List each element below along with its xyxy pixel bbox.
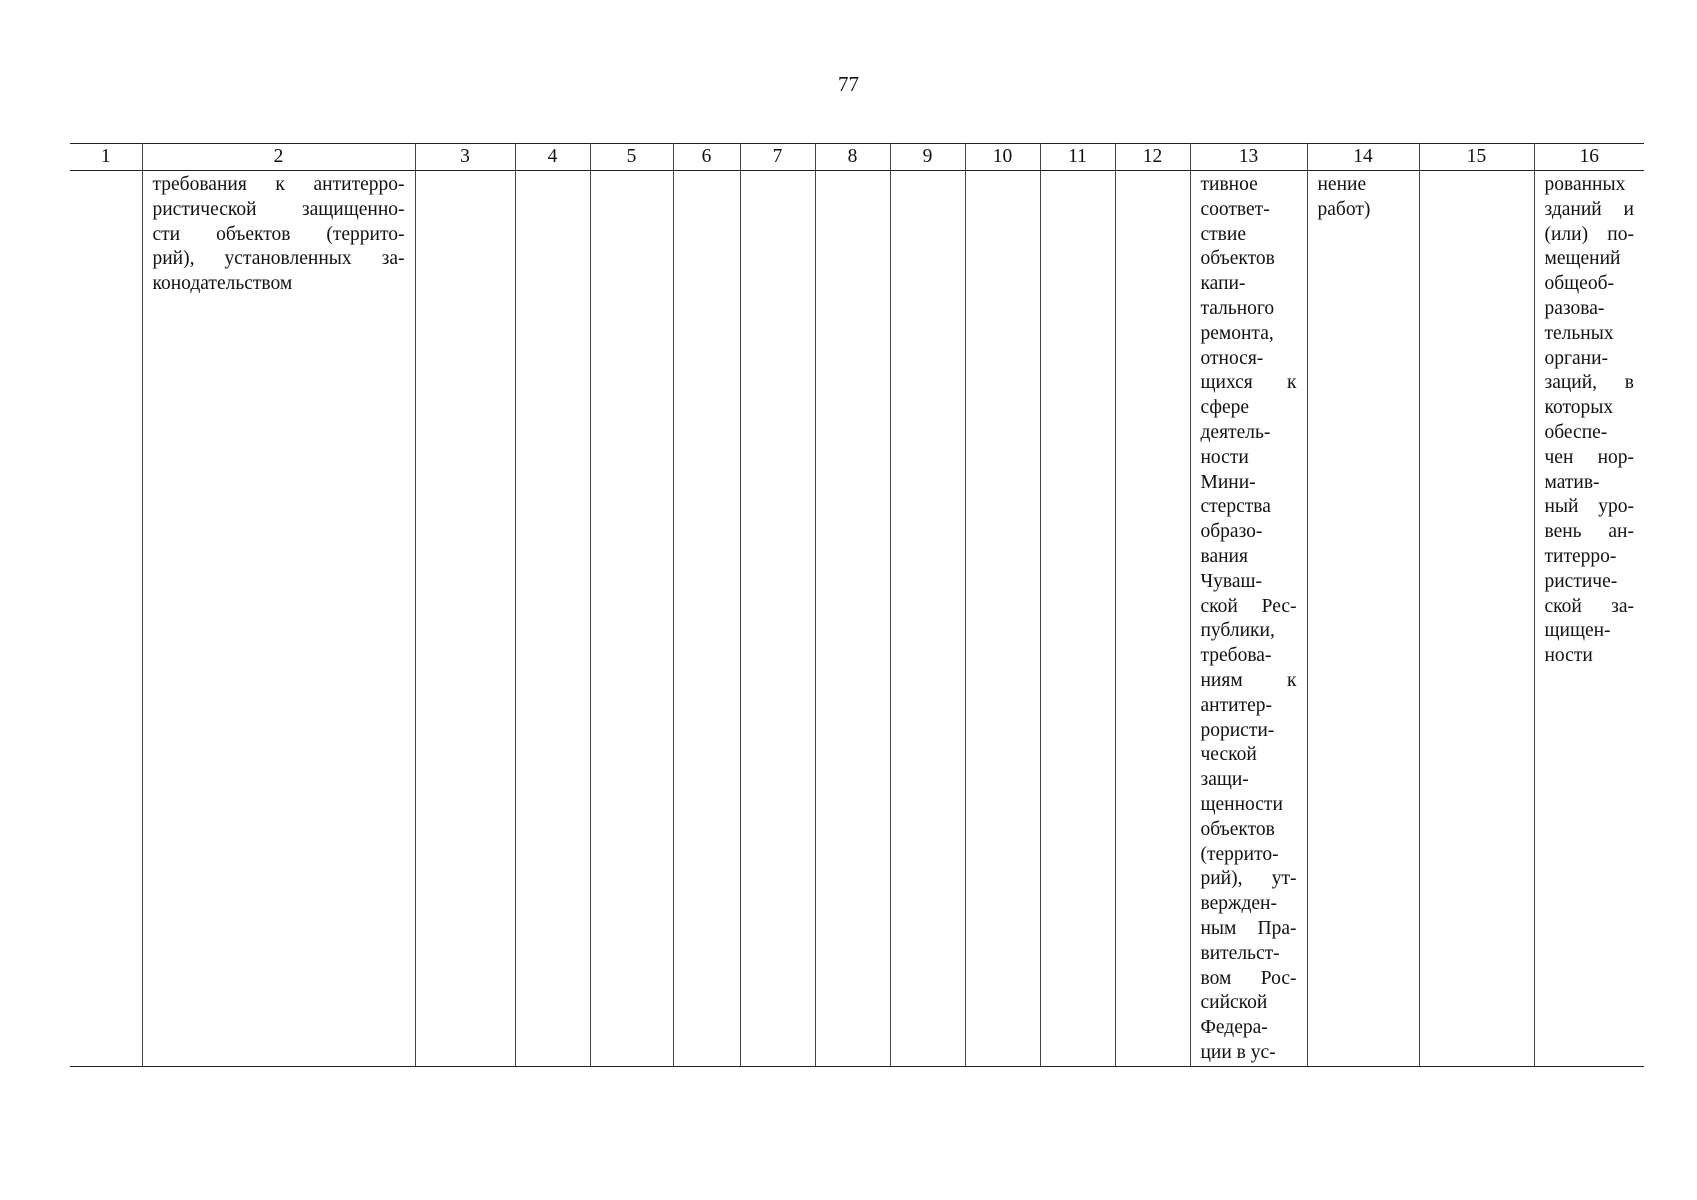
cell-col7 xyxy=(740,171,815,1067)
page-number: 77 xyxy=(838,72,859,96)
cell-text-line: вом Рос- xyxy=(1200,967,1297,989)
cell-text-line: мещений xyxy=(1544,248,1621,270)
cell-text-line: рористи- xyxy=(1200,719,1275,741)
cell-text-line: образо- xyxy=(1200,521,1263,543)
cell-text-line: (или) по- xyxy=(1544,223,1634,245)
cell-text-line: конодательством xyxy=(152,273,293,295)
cell-col13 xyxy=(1190,171,1307,1067)
cell-text-line: сфере xyxy=(1200,397,1250,419)
cell-col9 xyxy=(890,171,965,1067)
cell-text-line: вания xyxy=(1200,545,1248,567)
cell-text-line: матив- xyxy=(1544,471,1600,493)
cell-text-line: ниям к xyxy=(1200,669,1297,691)
cell-text-line: вительст- xyxy=(1200,942,1280,964)
cell-col3 xyxy=(415,171,515,1067)
cell-text-line: разова- xyxy=(1544,297,1605,319)
cell-text-line: требова- xyxy=(1200,645,1272,667)
cell-text-line: требования к антитерро- xyxy=(152,174,405,195)
cell-text-line: объектов xyxy=(1200,248,1275,270)
column-header: 7 xyxy=(740,144,815,171)
column-header: 2 xyxy=(142,144,415,171)
cell-text-line: антитер- xyxy=(1200,694,1272,716)
cell-text-line: сти объектов (террито- xyxy=(152,223,405,245)
column-header: 9 xyxy=(890,144,965,171)
cell-col2 xyxy=(142,171,415,1067)
column-header: 3 xyxy=(415,144,515,171)
column-header: 16 xyxy=(1534,144,1644,171)
cell-col12 xyxy=(1115,171,1190,1067)
cell-text-line: вержден- xyxy=(1200,893,1277,915)
cell-text-line: тивное xyxy=(1200,174,1258,195)
cell-col14 xyxy=(1307,171,1419,1067)
column-number-row xyxy=(70,144,1644,171)
table-row xyxy=(70,171,1644,1067)
cell-text-line: ремонта, xyxy=(1200,322,1274,344)
cell-text-line: общеоб- xyxy=(1544,273,1615,295)
cell-text-line: рованных xyxy=(1544,174,1626,195)
cell-text-line: заций, в xyxy=(1544,372,1634,394)
cell-text-line: ристической защищенно- xyxy=(152,198,405,220)
cell-text-line: ности xyxy=(1200,446,1249,468)
column-header: 1 xyxy=(70,144,142,171)
cell-col1 xyxy=(70,171,142,1067)
column-header: 10 xyxy=(965,144,1040,171)
cell-text-line: зданий и xyxy=(1544,198,1634,220)
cell-col16 xyxy=(1534,171,1644,1067)
cell-text-line: ристиче- xyxy=(1544,570,1618,592)
column-header: 12 xyxy=(1115,144,1190,171)
cell-col15 xyxy=(1419,171,1534,1067)
cell-text-line: (террито- xyxy=(1200,843,1279,865)
cell-text-line: объектов xyxy=(1200,818,1275,840)
column-header: 14 xyxy=(1307,144,1419,171)
cell-text-line: нение xyxy=(1317,174,1367,195)
cell-col5 xyxy=(590,171,673,1067)
column-header: 15 xyxy=(1419,144,1534,171)
cell-text-line: ствие xyxy=(1200,223,1246,245)
column-header: 8 xyxy=(815,144,890,171)
cell-text-line: ный уро- xyxy=(1544,496,1634,518)
cell-text-line: рий), установленных за- xyxy=(152,248,405,270)
column-header: 4 xyxy=(515,144,590,171)
column-header: 5 xyxy=(590,144,673,171)
cell-text-line: ческой xyxy=(1200,744,1257,766)
column-header: 11 xyxy=(1040,144,1115,171)
cell-text-line: щенности xyxy=(1200,793,1283,815)
cell-col6 xyxy=(673,171,740,1067)
cell-text-line: обеспе- xyxy=(1544,421,1608,443)
cell-text-line: Мини- xyxy=(1200,471,1256,493)
cell-text-line: титерро- xyxy=(1544,545,1617,567)
cell-text-line: рий), ут- xyxy=(1200,868,1297,890)
cell-text-line: защи- xyxy=(1200,769,1249,791)
cell-text-line: щихся к xyxy=(1200,372,1297,394)
cell-text-line: деятель- xyxy=(1200,421,1271,443)
column-header: 13 xyxy=(1190,144,1307,171)
cell-text-line: ции в ус- xyxy=(1200,1041,1276,1063)
cell-text-line: тельных xyxy=(1544,322,1614,344)
cell-text-line: Федера- xyxy=(1200,1017,1268,1039)
cell-text-line: публики, xyxy=(1200,620,1275,642)
cell-col4 xyxy=(515,171,590,1067)
cell-text-line: относя- xyxy=(1200,347,1264,369)
cell-col10 xyxy=(965,171,1040,1067)
cell-text-line: ской за- xyxy=(1544,595,1634,617)
cell-text-line: чен нор- xyxy=(1544,446,1634,468)
column-header: 6 xyxy=(673,144,740,171)
cell-text-line: сийской xyxy=(1200,992,1268,1014)
data-table xyxy=(70,143,1644,1067)
cell-text-line: капи- xyxy=(1200,273,1246,295)
cell-text-line: тального xyxy=(1200,297,1275,319)
cell-col8 xyxy=(815,171,890,1067)
cell-text-line: щищен- xyxy=(1544,620,1611,642)
cell-text-line: ным Пра- xyxy=(1200,917,1297,939)
cell-text-line: ности xyxy=(1544,645,1593,667)
cell-text-line: органи- xyxy=(1544,347,1609,369)
cell-text-line: которых xyxy=(1544,397,1614,419)
cell-text-line: работ) xyxy=(1317,198,1371,220)
cell-text-line: ской Рес- xyxy=(1200,595,1297,617)
cell-text-line: Чуваш- xyxy=(1200,570,1263,592)
cell-text-line: вень ан- xyxy=(1544,521,1634,543)
cell-col11 xyxy=(1040,171,1115,1067)
cell-text-line: стерства xyxy=(1200,496,1271,518)
cell-text-line: соответ- xyxy=(1200,198,1270,220)
